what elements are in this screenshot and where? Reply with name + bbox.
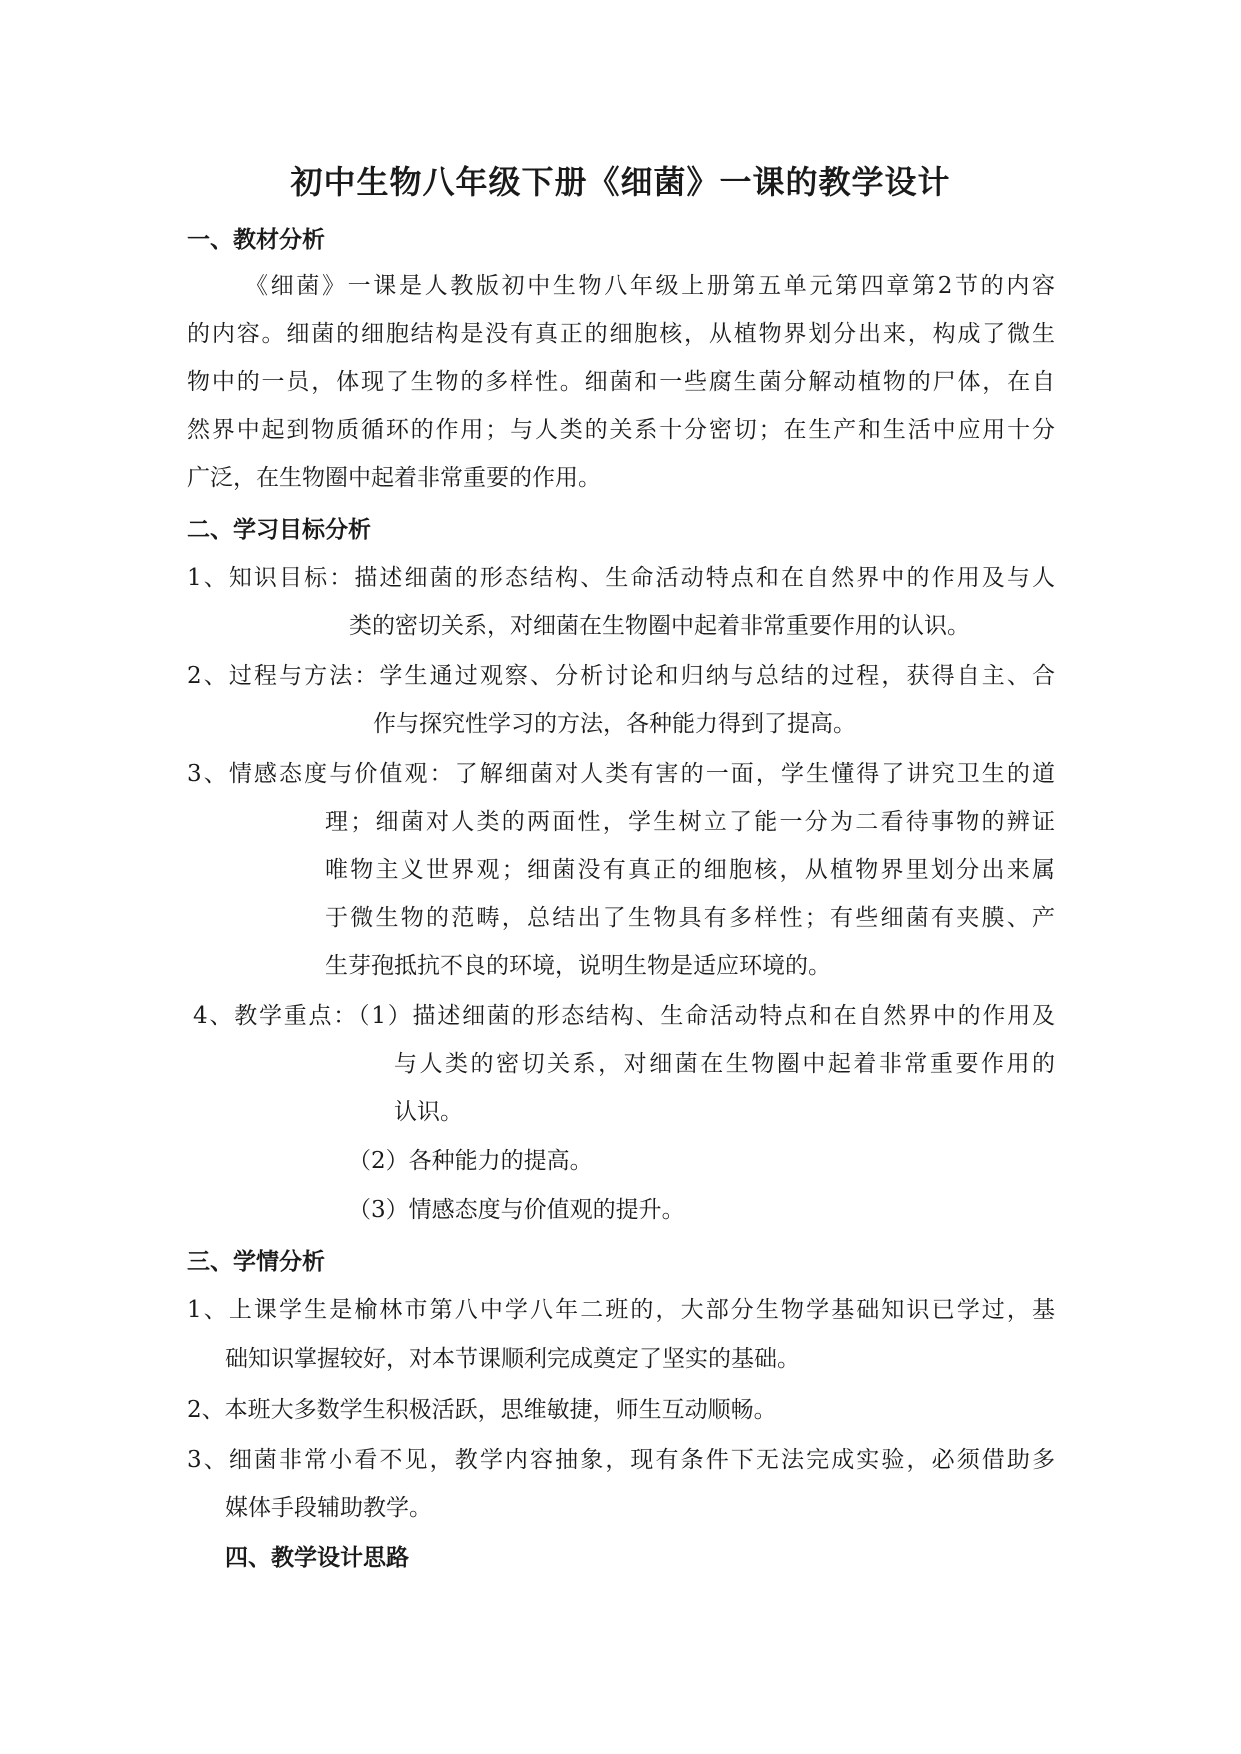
paragraph-line: 的内容。细菌的细胞结构是没有真正的细胞核，从植物界划分出来，构成了微生 [187, 321, 1055, 347]
goal-keypoints-line: （2）各种能力的提高。 [348, 1148, 593, 1174]
goal-process-line: 2、过程与方法：学生通过观察、分析讨论和归纳与总结的过程，获得自主、合 [187, 663, 1055, 689]
student-analysis-line: 3、细菌非常小看不见，教学内容抽象，现有条件下无法完成实验，必须借助多 [187, 1447, 1055, 1473]
section-heading-objectives: 二、学习目标分析 [187, 517, 371, 543]
paragraph-line: 然界中起到物质循环的作用；与人类的关系十分密切；在生产和生活中应用十分 [187, 417, 1055, 443]
student-analysis-line: 媒体手段辅助教学。 [225, 1495, 432, 1521]
student-analysis-line: 1、上课学生是榆林市第八中学八年二班的，大部分生物学基础知识已学过，基 [187, 1297, 1055, 1323]
goal-keypoints-line: 4、教学重点：（1）描述细菌的形态结构、生命活动特点和在自然界中的作用及 [193, 1003, 1055, 1029]
goal-knowledge-line: 1、知识目标：描述细菌的形态结构、生命活动特点和在自然界中的作用及与人 [187, 565, 1055, 591]
student-analysis-line: 2、本班大多数学生积极活跃，思维敏捷，师生互动顺畅。 [187, 1397, 777, 1423]
goal-knowledge-line: 类的密切关系，对细菌在生物圈中起着非常重要作用的认识。 [349, 613, 970, 639]
paragraph-line: 物中的一员，体现了生物的多样性。细菌和一些腐生菌分解动植物的尸体，在自 [187, 369, 1055, 395]
goal-attitude-line: 于微生物的范畴，总结出了生物具有多样性；有些细菌有夹膜、产 [325, 905, 1055, 931]
goal-process-line: 作与探究性学习的方法，各种能力得到了提高。 [373, 711, 856, 737]
paragraph-line: 《细菌》一课是人教版初中生物八年级上册第五单元第四章第2节的内容 [245, 273, 1055, 299]
section-heading-design: 四、教学设计思路 [225, 1545, 409, 1571]
document-title: 初中生物八年级下册《细菌》一课的教学设计 [290, 163, 951, 201]
paragraph-line: 广泛，在生物圈中起着非常重要的作用。 [187, 465, 601, 491]
goal-keypoints-line: 认识。 [394, 1099, 463, 1125]
goal-keypoints-line: 与人类的密切关系，对细菌在生物圈中起着非常重要作用的 [394, 1051, 1055, 1077]
student-analysis-line: 础知识掌握较好，对本节课顺利完成奠定了坚实的基础。 [225, 1346, 800, 1372]
goal-keypoints-line: （3）情感态度与价值观的提升。 [348, 1197, 685, 1223]
section-heading-students: 三、学情分析 [187, 1249, 325, 1275]
goal-attitude-line: 3、情感态度与价值观：了解细菌对人类有害的一面，学生懂得了讲究卫生的道 [187, 761, 1055, 787]
goal-attitude-line: 唯物主义世界观；细菌没有真正的细胞核，从植物界里划分出来属 [325, 857, 1055, 883]
goal-attitude-line: 生芽孢抵抗不良的环境，说明生物是适应环境的。 [325, 953, 831, 979]
goal-attitude-line: 理；细菌对人类的两面性，学生树立了能一分为二看待事物的辨证 [325, 809, 1055, 835]
section-heading-materials: 一、教材分析 [187, 227, 325, 253]
